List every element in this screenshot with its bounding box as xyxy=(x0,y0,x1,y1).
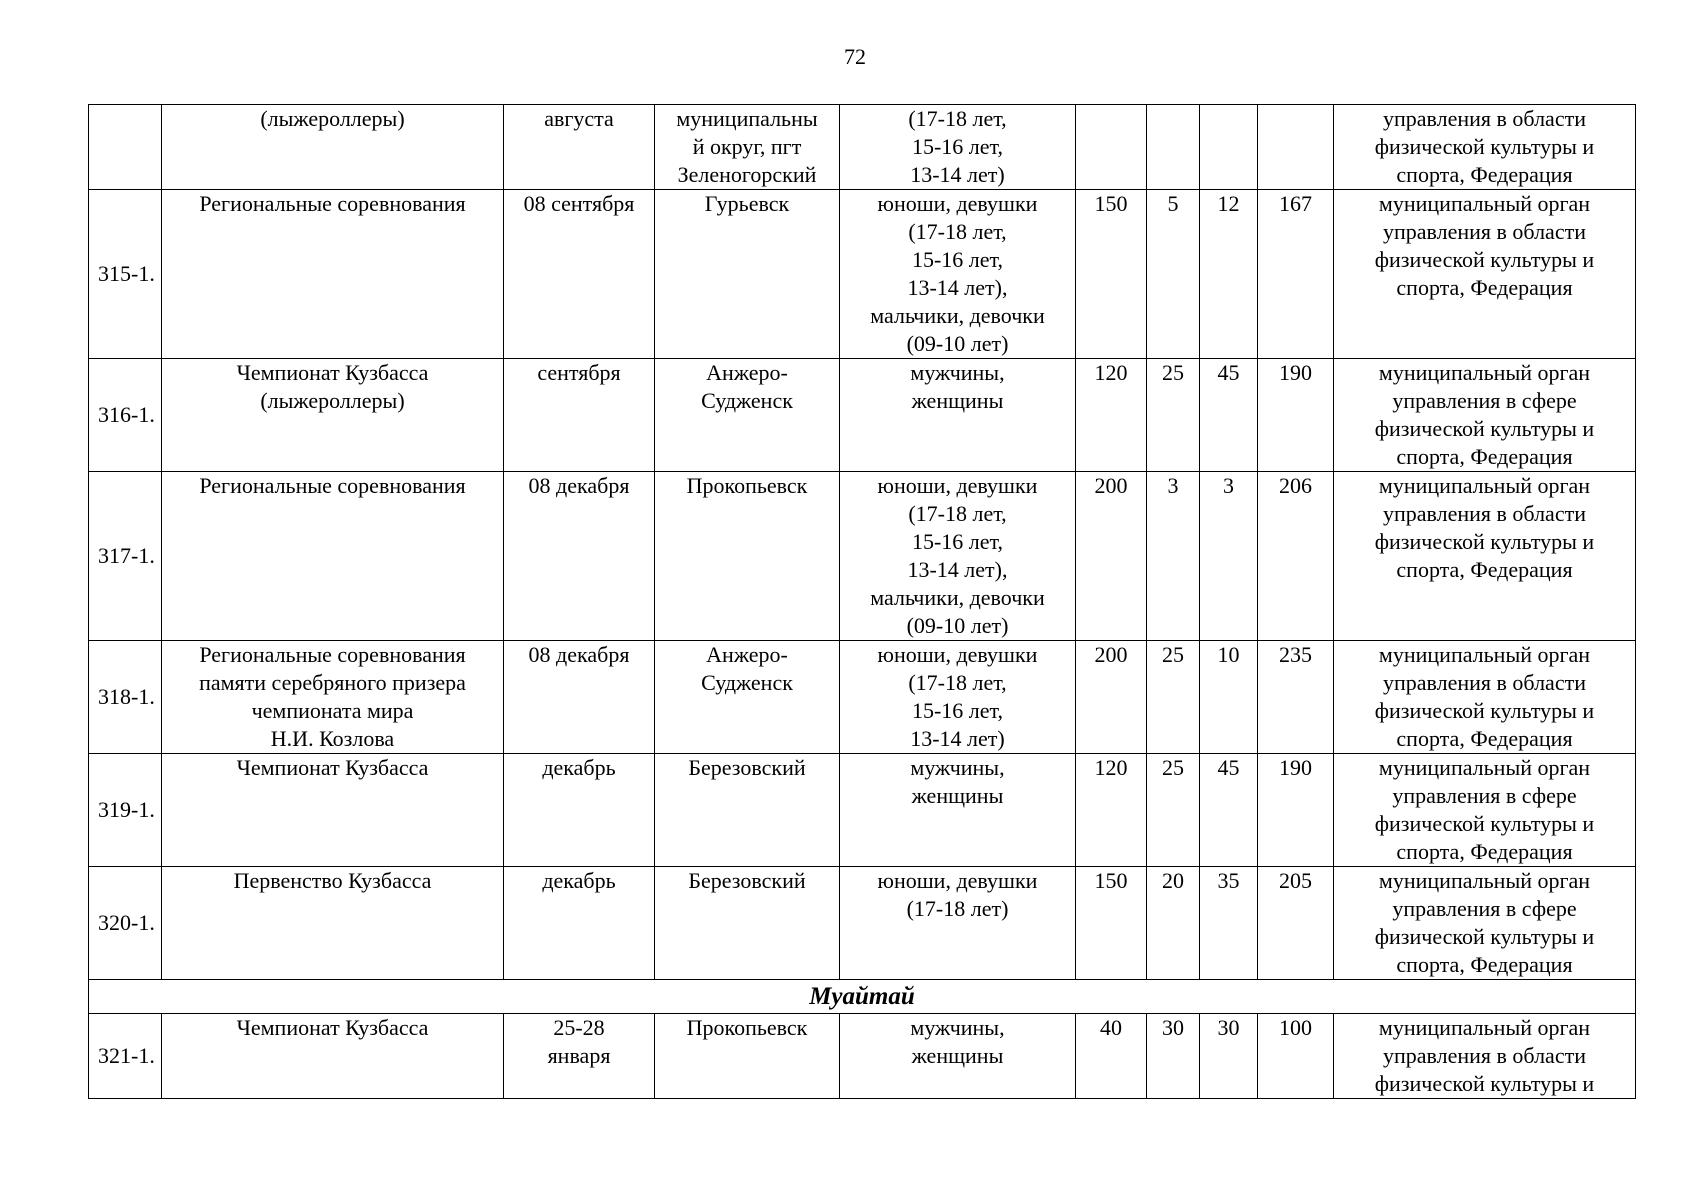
event-name-line: (лыжероллеры) xyxy=(260,106,405,131)
count-1 xyxy=(1076,641,1147,754)
count-total xyxy=(1258,105,1334,190)
count-2 xyxy=(1147,1014,1200,1099)
event-date-line: 25-28 xyxy=(553,1015,605,1040)
participants xyxy=(840,641,1076,754)
table-row xyxy=(89,190,1636,359)
count-2-line: 25 xyxy=(1162,755,1184,780)
row-number xyxy=(89,754,162,867)
event-date-line: августа xyxy=(544,106,614,131)
organizer-line: муниципальный орган xyxy=(1378,642,1591,667)
count-total-line: 100 xyxy=(1279,1015,1312,1040)
table-row xyxy=(89,754,1636,867)
count-total-line: 190 xyxy=(1279,360,1312,385)
count-3-line: 3 xyxy=(1223,473,1234,498)
participants-line: (17-18 лет, xyxy=(908,670,1007,695)
participants xyxy=(840,1014,1076,1099)
participants xyxy=(840,190,1076,359)
organizer xyxy=(1334,105,1636,190)
organizer-line: управления в области xyxy=(1383,219,1586,244)
count-total xyxy=(1258,641,1334,754)
participants-line: 13-14 лет) xyxy=(910,162,1005,187)
event-date-line: 08 сентября xyxy=(523,191,635,216)
participants-line: мужчины, xyxy=(910,755,1005,780)
event-name-line: Региональные соревнования xyxy=(199,473,466,498)
count-total xyxy=(1258,754,1334,867)
event-place-line: Анжеро- xyxy=(706,360,788,385)
organizer xyxy=(1334,1014,1636,1099)
event-name-line: памяти серебряного призера xyxy=(199,670,466,695)
count-total xyxy=(1258,472,1334,641)
count-2-line: 20 xyxy=(1162,868,1184,893)
organizer-line: муниципальный орган xyxy=(1378,360,1591,385)
participants-line: 15-16 лет, xyxy=(911,134,1004,159)
event-date xyxy=(504,754,655,867)
event-name xyxy=(162,105,504,190)
count-1-line: 150 xyxy=(1094,868,1128,893)
participants xyxy=(840,359,1076,472)
organizer xyxy=(1334,190,1636,359)
event-date-line: 08 декабря xyxy=(528,473,630,498)
organizer-line: муниципальный орган xyxy=(1378,1015,1591,1040)
event-name xyxy=(162,190,504,359)
count-1 xyxy=(1076,1014,1147,1099)
participants-line: 13-14 лет), xyxy=(907,275,1008,300)
organizer-line: управления в области xyxy=(1383,1043,1586,1068)
participants xyxy=(840,105,1076,190)
count-2 xyxy=(1147,359,1200,472)
event-place xyxy=(655,472,840,641)
count-total-line: 205 xyxy=(1279,868,1312,893)
count-2-line: 3 xyxy=(1167,473,1179,498)
count-3-line: 12 xyxy=(1217,191,1240,216)
event-name-line: Н.И. Козлова xyxy=(270,726,395,751)
row-number-line: 317-1. xyxy=(98,543,155,568)
table-row xyxy=(89,105,1636,190)
event-place-line: Прокопьевск xyxy=(686,473,808,498)
table-row xyxy=(89,359,1636,472)
event-name-line: Первенство Кузбасса xyxy=(233,868,432,893)
event-name-line: чемпионата мира xyxy=(251,698,414,723)
participants-line: (17-18 лет, xyxy=(908,501,1007,526)
event-date xyxy=(504,472,655,641)
events-table-body xyxy=(89,105,1636,1099)
page-number: 72 xyxy=(844,44,866,69)
participants-line: 13-14 лет), xyxy=(907,557,1008,582)
event-name-line: Региональные соревнования xyxy=(199,642,466,667)
organizer-line: муниципальный орган xyxy=(1378,191,1591,216)
count-1 xyxy=(1076,754,1147,867)
participants-line: женщины xyxy=(911,388,1004,413)
organizer-line: муниципальный орган xyxy=(1378,755,1591,780)
event-date-line: декабрь xyxy=(542,755,616,780)
event-place-line: Анжеро- xyxy=(706,642,788,667)
count-total xyxy=(1258,867,1334,980)
section-title: Муайтай xyxy=(89,980,1636,1014)
event-place xyxy=(655,105,840,190)
organizer-line: муниципальный орган xyxy=(1378,868,1591,893)
participants-line: юноши, девушки xyxy=(877,191,1038,216)
organizer-line: физической культуры и xyxy=(1374,416,1595,441)
event-name xyxy=(162,472,504,641)
count-1 xyxy=(1076,867,1147,980)
count-1-line: 120 xyxy=(1094,755,1128,780)
participants-line: мужчины, xyxy=(910,1015,1005,1040)
event-place-line: й округ, пгт xyxy=(692,134,802,159)
count-2 xyxy=(1147,105,1200,190)
count-1-line: 200 xyxy=(1094,642,1128,667)
count-total xyxy=(1258,1014,1334,1099)
event-date xyxy=(504,105,655,190)
event-date xyxy=(504,190,655,359)
row-number xyxy=(89,359,162,472)
organizer-line: физической культуры и xyxy=(1374,134,1595,159)
participants-line: юноши, девушки xyxy=(877,642,1038,667)
event-name xyxy=(162,641,504,754)
row-number-line: 321-1. xyxy=(98,1043,155,1068)
count-total-line: 190 xyxy=(1279,755,1312,780)
row-number-line: 319-1. xyxy=(98,797,155,822)
count-1 xyxy=(1076,105,1147,190)
participants-line: 15-16 лет, xyxy=(911,698,1004,723)
organizer-line: управления в сфере xyxy=(1392,783,1577,808)
count-3 xyxy=(1200,105,1258,190)
organizer-line: физической культуры и xyxy=(1374,698,1595,723)
count-total-line: 167 xyxy=(1279,191,1312,216)
event-name-line: (лыжероллеры) xyxy=(260,388,405,413)
event-date-line: января xyxy=(547,1043,611,1068)
participants-line: юноши, девушки xyxy=(877,868,1038,893)
count-1 xyxy=(1076,472,1147,641)
participants-line: 15-16 лет, xyxy=(911,247,1004,272)
count-3 xyxy=(1200,472,1258,641)
count-3 xyxy=(1200,867,1258,980)
organizer-line: спорта, Федерация xyxy=(1396,726,1573,751)
organizer-line: управления в сфере xyxy=(1392,896,1577,921)
count-2 xyxy=(1147,472,1200,641)
event-place xyxy=(655,1014,840,1099)
count-total-line: 206 xyxy=(1279,473,1312,498)
event-name xyxy=(162,359,504,472)
organizer-line: физической культуры и xyxy=(1374,811,1595,836)
event-date-line: декабрь xyxy=(542,868,616,893)
participants xyxy=(840,472,1076,641)
count-2 xyxy=(1147,190,1200,359)
count-1-line: 40 xyxy=(1100,1015,1122,1040)
participants-line: (09-10 лет) xyxy=(906,331,1009,356)
organizer-line: спорта, Федерация xyxy=(1396,839,1573,864)
table-row xyxy=(89,641,1636,754)
count-total xyxy=(1258,359,1334,472)
count-total xyxy=(1258,190,1334,359)
count-total-line: 235 xyxy=(1279,642,1312,667)
section-row xyxy=(89,980,1636,1014)
event-place-line: Березовский xyxy=(688,755,806,780)
organizer-line: управления в области xyxy=(1383,501,1586,526)
event-place-line: Зеленогорский xyxy=(677,162,817,187)
count-1 xyxy=(1076,190,1147,359)
participants-line: (17-18 лет, xyxy=(908,219,1007,244)
table-row xyxy=(89,867,1636,980)
organizer xyxy=(1334,641,1636,754)
table-row xyxy=(89,1014,1636,1099)
organizer xyxy=(1334,867,1636,980)
participants-line: мужчины, xyxy=(910,360,1005,385)
event-name-line: Региональные соревнования xyxy=(199,191,466,216)
row-number-line: 318-1. xyxy=(98,684,155,709)
count-3 xyxy=(1200,359,1258,472)
count-3 xyxy=(1200,754,1258,867)
participants-line: женщины xyxy=(911,1043,1004,1068)
organizer-line: физической культуры и xyxy=(1374,529,1595,554)
count-2 xyxy=(1147,641,1200,754)
row-number xyxy=(89,867,162,980)
count-1 xyxy=(1076,359,1147,472)
organizer-line: спорта, Федерация xyxy=(1396,162,1573,187)
event-place xyxy=(655,641,840,754)
count-2 xyxy=(1147,867,1200,980)
row-number xyxy=(89,190,162,359)
count-3-line: 45 xyxy=(1217,755,1240,780)
count-3-line: 30 xyxy=(1217,1015,1240,1040)
organizer-line: спорта, Федерация xyxy=(1396,952,1573,977)
organizer-line: физической культуры и xyxy=(1374,1071,1595,1096)
organizer-line: спорта, Федерация xyxy=(1396,444,1573,469)
organizer xyxy=(1334,359,1636,472)
participants-line: юноши, девушки xyxy=(877,473,1038,498)
count-2-line: 25 xyxy=(1162,642,1184,667)
row-number-line: 315-1. xyxy=(98,261,155,286)
organizer-line: спорта, Федерация xyxy=(1396,557,1573,582)
event-date xyxy=(504,641,655,754)
event-name-line: Чемпионат Кузбасса xyxy=(236,360,429,385)
organizer xyxy=(1334,754,1636,867)
count-2-line: 30 xyxy=(1162,1015,1184,1040)
organizer-line: муниципальный орган xyxy=(1378,473,1591,498)
count-2-line: 25 xyxy=(1162,360,1184,385)
event-name-line: Чемпионат Кузбасса xyxy=(236,755,429,780)
events-table xyxy=(88,104,1636,1099)
event-date xyxy=(504,1014,655,1099)
event-place-line: Судженск xyxy=(701,670,793,695)
event-place xyxy=(655,867,840,980)
count-1-line: 150 xyxy=(1094,191,1128,216)
organizer-line: физической культуры и xyxy=(1374,247,1595,272)
count-3-line: 35 xyxy=(1217,868,1240,893)
row-number xyxy=(89,472,162,641)
event-name xyxy=(162,867,504,980)
row-number xyxy=(89,1014,162,1099)
event-place xyxy=(655,359,840,472)
count-1-line: 120 xyxy=(1094,360,1128,385)
event-place-line: Березовский xyxy=(688,868,806,893)
event-place xyxy=(655,754,840,867)
organizer xyxy=(1334,472,1636,641)
row-number xyxy=(89,105,162,190)
count-3-line: 45 xyxy=(1217,360,1240,385)
event-place-line: муниципальны xyxy=(676,106,818,131)
row-number-line: 320-1. xyxy=(98,910,155,935)
event-date-line: сентября xyxy=(537,360,621,385)
participants xyxy=(840,867,1076,980)
count-3-line: 10 xyxy=(1217,642,1240,667)
event-place-line: Прокопьевск xyxy=(686,1015,808,1040)
event-place xyxy=(655,190,840,359)
participants xyxy=(840,754,1076,867)
row-number-line: 316-1. xyxy=(98,402,155,427)
event-date xyxy=(504,359,655,472)
event-date xyxy=(504,867,655,980)
count-3 xyxy=(1200,190,1258,359)
count-3 xyxy=(1200,641,1258,754)
event-place-line: Судженск xyxy=(701,388,793,413)
table-row xyxy=(89,472,1636,641)
event-name-line: Чемпионат Кузбасса xyxy=(236,1015,429,1040)
count-2 xyxy=(1147,754,1200,867)
participants-line: (17-18 лет) xyxy=(906,896,1009,921)
participants-line: мальчики, девочки xyxy=(870,585,1045,610)
organizer-line: управления в области xyxy=(1383,670,1586,695)
organizer-line: управления в области xyxy=(1383,106,1586,131)
participants-line: женщины xyxy=(911,783,1004,808)
participants-line: (17-18 лет, xyxy=(908,106,1007,131)
count-3 xyxy=(1200,1014,1258,1099)
organizer-line: управления в сфере xyxy=(1392,388,1577,413)
participants-line: 15-16 лет, xyxy=(911,529,1004,554)
organizer-line: спорта, Федерация xyxy=(1396,275,1573,300)
event-place-line: Гурьевск xyxy=(704,191,790,216)
event-date-line: 08 декабря xyxy=(528,642,630,667)
count-1-line: 200 xyxy=(1094,473,1128,498)
row-number xyxy=(89,641,162,754)
event-name xyxy=(162,754,504,867)
count-2-line: 5 xyxy=(1167,191,1179,216)
participants-line: (09-10 лет) xyxy=(906,613,1009,638)
organizer-line: физической культуры и xyxy=(1374,924,1595,949)
participants-line: 13-14 лет) xyxy=(910,726,1005,751)
participants-line: мальчики, девочки xyxy=(870,303,1045,328)
event-name xyxy=(162,1014,504,1099)
